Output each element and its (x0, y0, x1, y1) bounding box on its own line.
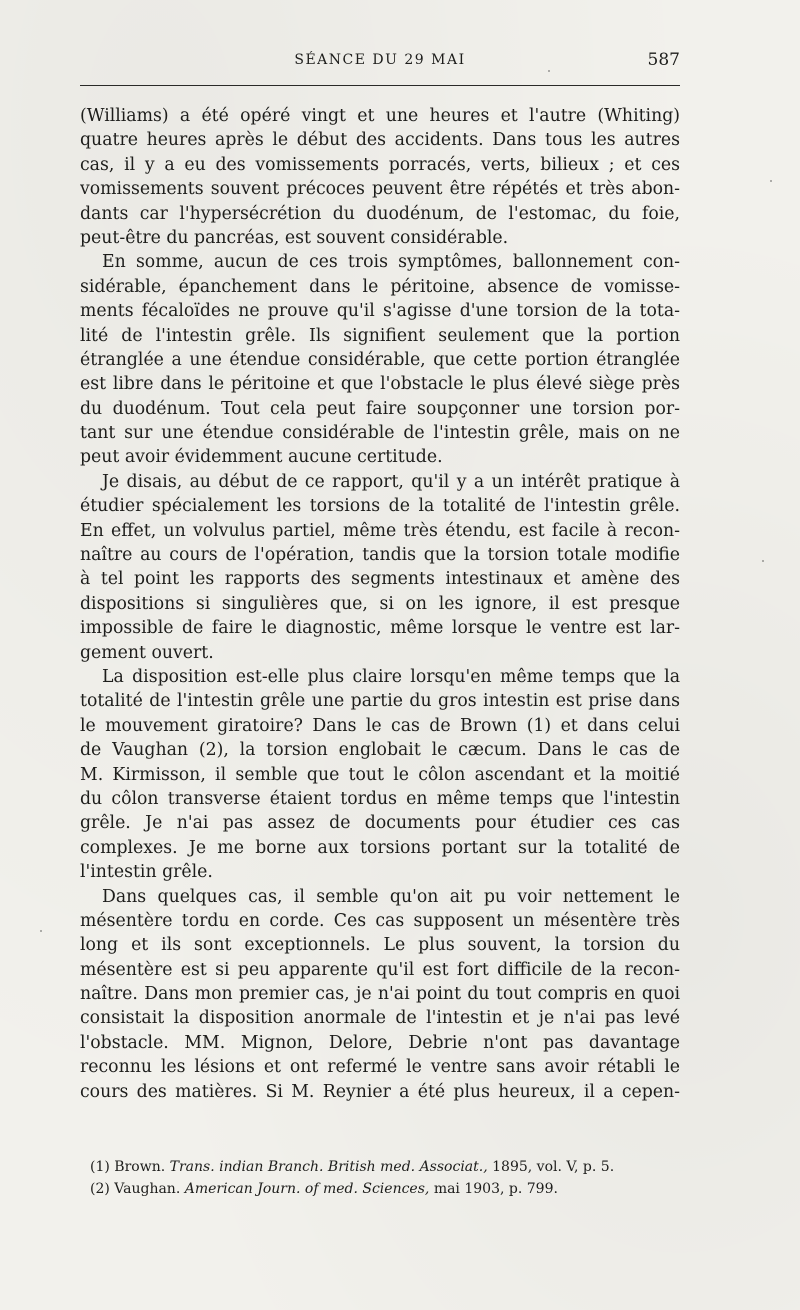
print-speck (548, 70, 550, 72)
text-line: En effet, un volvulus partiel, même très étendu, est facile à recon- (80, 520, 680, 541)
text-line: lité de l'intestin grêle. Ils signifient seulement que la portion (80, 325, 680, 346)
text-line: de Vaughan (2), la torsion englobait le cæcum. Dans le cas de (80, 740, 680, 761)
text-line: l'intestin grêle. (80, 862, 213, 883)
text-line: tant sur une étendue considérable de l'intestin grêle, mais on ne (80, 423, 680, 444)
page-number: 587 (647, 50, 680, 70)
text-line: peut avoir évidemment aucune certitude. (80, 447, 443, 468)
text-line: complexes. Je me borne aux torsions portant sur la totalité de (80, 837, 680, 858)
text-line: étudier spécialement les torsions de la totalité de l'intestin grêle. (80, 496, 680, 517)
text-line: dispositions si singulières que, si on les ignore, il est presque (80, 593, 680, 614)
running-title: SÉANCE DU 29 MAI (294, 52, 466, 68)
text-line: mésentère tordu en corde. Ces cas supposent un mésentère très (80, 910, 680, 931)
text-line: dants car l'hypersécrétion du duodénum, de l'estomac, du foie, (80, 203, 680, 224)
text-line: à tel point les rapports des segments intestinaux et amène des (80, 569, 680, 590)
text-line: cas, il y a eu des vomissements porracés, verts, bilieux ; et ces (80, 154, 680, 175)
text-line: grêle. Je n'ai pas assez de documents pour étudier ces cas (80, 813, 680, 834)
footnote-author: Brown. (114, 1159, 166, 1175)
text-line: du duodénum. Tout cela peut faire soupçonner une torsion por- (80, 398, 680, 419)
text-line: gement ouvert. (80, 642, 214, 663)
text-line: La disposition est-elle plus claire lorsqu'en même temps que la (102, 666, 680, 687)
print-speck (770, 180, 772, 182)
text-line: sidérable, épanchement dans le péritoine, absence de vomisse- (80, 276, 680, 297)
text-line: vomissements souvent précoces peuvent être répétés et très abon- (80, 179, 680, 200)
text-line: mésentère est si peu apparente qu'il est fort difficile de la recon- (80, 959, 680, 980)
text-line: totalité de l'intestin grêle une partie du gros intestin est prise dans (80, 691, 680, 712)
text-line: ments fécaloïdes ne prouve qu'il s'agisse d'une torsion de la tota- (80, 301, 680, 322)
footnote-marker: (2) (90, 1181, 110, 1197)
text-line: est libre dans le péritoine et que l'obstacle le plus élevé siège près (80, 374, 680, 395)
text-line: quatre heures après le début des accidents. Dans tous les autres (80, 130, 680, 151)
print-speck (762, 560, 764, 562)
footnote-author: Vaughan. (114, 1181, 181, 1197)
footnote (80, 1178, 700, 1200)
print-speck (40, 930, 42, 932)
footnote-marker: (1) (90, 1159, 110, 1175)
text-line: En somme, aucun de ces trois symptômes, ballonnement con- (102, 252, 680, 273)
text-line: cours des matières. Si M. Reynier a été plus heureux, il a cepen- (80, 1081, 680, 1102)
text-line: impossible de faire le diagnostic, même lorsque le ventre est lar- (80, 618, 680, 639)
header-rule (80, 85, 680, 86)
text-line: étranglée a une étendue considérable, que cette portion étranglée (80, 349, 680, 370)
footnote-source: American Journ. of med. Sciences, (184, 1181, 430, 1197)
text-line: reconnu les lésions et ont refermé le ventre sans avoir rétabli le (80, 1057, 680, 1078)
footnote-details: mai 1903, p. 799. (433, 1181, 558, 1197)
text-line: (Williams) a été opéré vingt et une heures et l'autre (Whiting) (80, 106, 680, 126)
footnote-details: 1895, vol. V, p. 5. (492, 1159, 615, 1175)
body-text (80, 104, 680, 1104)
footnote-source: Trans. indian Branch. British med. Associat., (169, 1159, 488, 1175)
text-line: Je disais, au début de ce rapport, qu'il y a un intérêt pratique à (102, 471, 680, 492)
text-line: long et ils sont exceptionnels. Le plus souvent, la torsion du (80, 935, 680, 956)
text-line: peut-être du pancréas, est souvent considérable. (80, 227, 509, 248)
text-line: Dans quelques cas, il semble qu'on ait pu voir nettement le (102, 886, 680, 907)
text-line: du côlon transverse étaient tordus en même temps que l'intestin (80, 788, 680, 809)
footnote (80, 1156, 700, 1178)
footnotes (80, 1156, 700, 1200)
text-line: le mouvement giratoire? Dans le cas de Brown (1) et dans celui (80, 715, 680, 736)
text-line: naître au cours de l'opération, tandis que la torsion totale modifie (80, 545, 680, 566)
text-line: l'obstacle. MM. Mignon, Delore, Debrie n'ont pas davantage (80, 1032, 680, 1053)
text-line: M. Kirmisson, il semble que tout le côlon ascendant et la moitié (80, 764, 680, 785)
text-line: consistait la disposition anormale de l'intestin et je n'ai pas levé (80, 1008, 680, 1029)
text-line: naître. Dans mon premier cas, je n'ai point du tout compris en quoi (80, 984, 680, 1005)
running-head (80, 50, 680, 72)
